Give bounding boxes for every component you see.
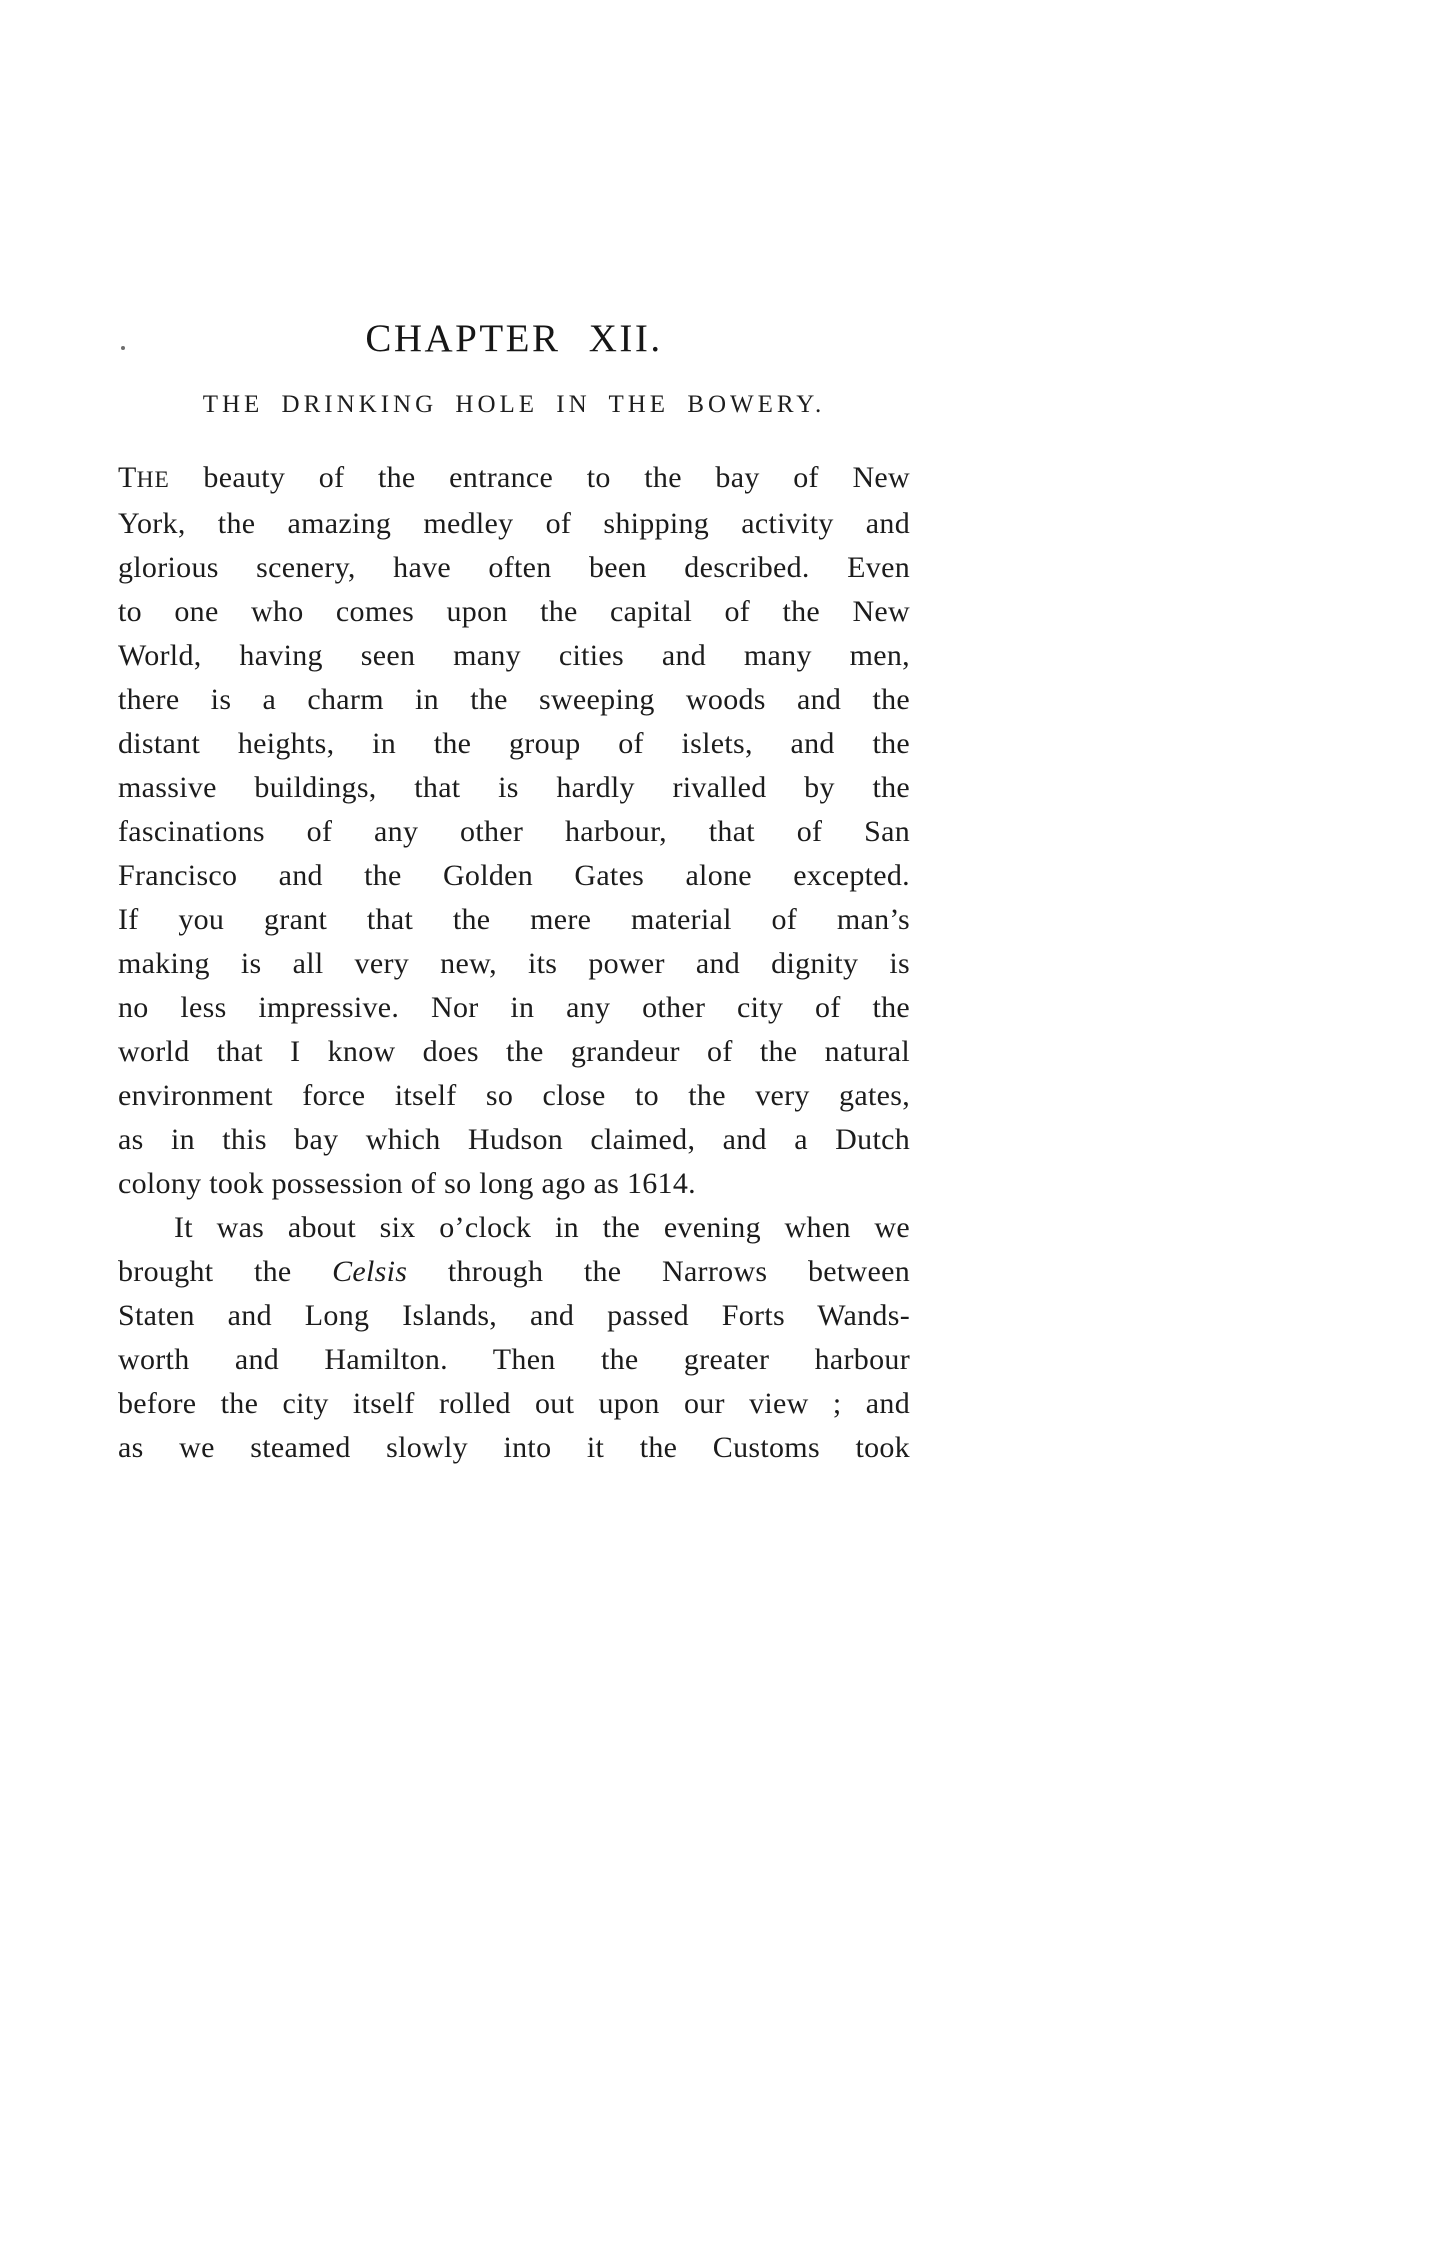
text-line (118, 1030, 910, 1074)
text-run: no less impressive. Nor in any other city of the (118, 991, 910, 1024)
text-line (118, 502, 910, 546)
text-run: brought the (118, 1255, 333, 1288)
text-line (118, 590, 910, 634)
text-line (118, 942, 910, 986)
text-run: T (118, 461, 137, 494)
text-line (118, 810, 910, 854)
text-line (118, 546, 910, 590)
text-line (118, 722, 910, 766)
text-run: massive buildings, that is hardly rivalled by the (118, 771, 910, 804)
text-run: distant heights, in the group of islets, and the (118, 727, 910, 760)
text-line (118, 1162, 910, 1206)
text-block (118, 0, 910, 1470)
text-run: Staten and Long Islands, and passed Forts Wands- (118, 1299, 910, 1332)
text-run: HE (136, 467, 170, 493)
text-line (118, 1338, 910, 1382)
text-run: glorious scenery, have often been described. Even (118, 551, 910, 584)
text-run: there is a charm in the sweeping woods and the (118, 683, 910, 716)
text-line (118, 1294, 910, 1338)
text-line (118, 1382, 910, 1426)
text-run: York, the amazing medley of shipping activity and (118, 507, 910, 540)
text-run: before the city itself rolled out upon our view ; and (118, 1387, 910, 1420)
text-line (118, 1426, 910, 1470)
text-line (118, 1118, 910, 1162)
text-run: world that I know does the grandeur of the natural (118, 1035, 910, 1068)
text-run: Francisco and the Golden Gates alone excepted. (118, 859, 910, 892)
text-line (118, 634, 910, 678)
text-line (118, 898, 910, 942)
text-run: as in this bay which Hudson claimed, and a Dutch (118, 1123, 910, 1156)
text-run: through the Narrows between (407, 1255, 910, 1288)
text-line (118, 854, 910, 898)
text-run: If you grant that the mere material of man’s (118, 903, 910, 936)
text-run: to one who comes upon the capital of the New (118, 595, 910, 628)
text-run: making is all very new, its power and dignity is (118, 947, 910, 980)
paragraph (118, 456, 910, 1206)
text-run: colony took possession of so long ago as 1614. (118, 1167, 696, 1200)
text-line (118, 1250, 910, 1294)
chapter-subtitle: THE DRINKING HOLE IN THE BOWERY. (202, 391, 826, 418)
text-line (118, 678, 910, 722)
text-run: environment force itself so close to the very gates, (118, 1079, 910, 1112)
text-run: beauty of the entrance to the bay of New (169, 461, 910, 494)
body-text (118, 456, 910, 1470)
text-line (118, 1074, 910, 1118)
text-run: World, having seen many cities and many men, (118, 639, 910, 672)
text-run: fascinations of any other harbour, that of San (118, 815, 910, 848)
text-run: It was about six o’clock in the evening when we (174, 1211, 910, 1244)
text-line (118, 1206, 910, 1250)
text-run: as we steamed slowly into it the Customs took (118, 1431, 910, 1464)
text-line (118, 986, 910, 1030)
chapter-heading: CHAPTER XII. (365, 317, 663, 360)
text-line (118, 456, 910, 502)
text-line (118, 766, 910, 810)
italic-text: Celsis (332, 1255, 408, 1288)
text-run: worth and Hamilton. Then the greater harbour (118, 1343, 910, 1376)
paragraph (118, 1206, 910, 1470)
